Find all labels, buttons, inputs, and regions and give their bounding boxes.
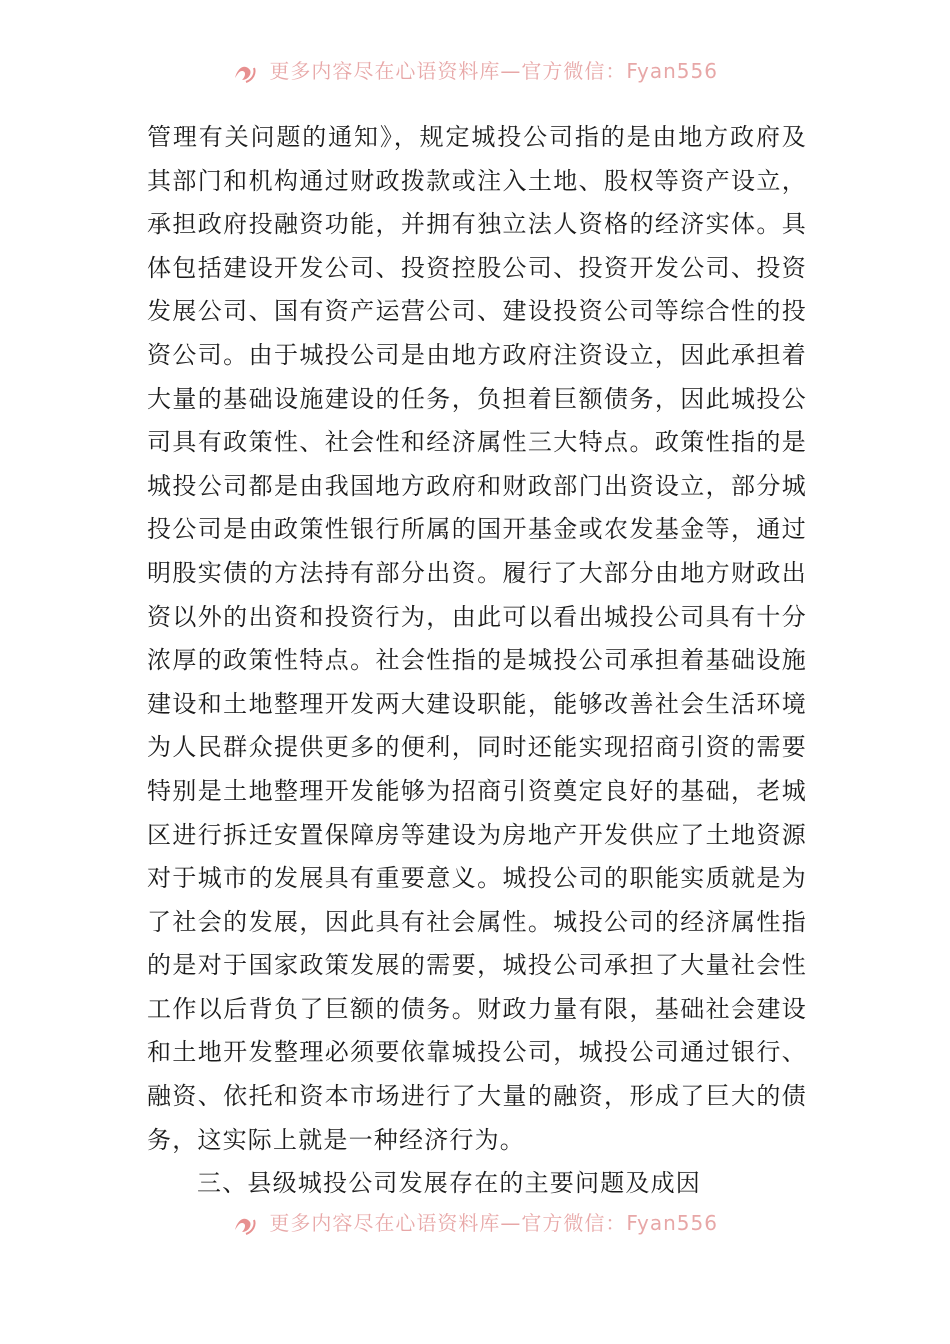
section-heading: 三、县级城投公司发展存在的主要问题及成因 bbox=[197, 1169, 701, 1198]
body-paragraph: 管理有关问题的通知》，规定城投公司指的是由地方政府及其部门和机构通过财政拨款或注入土地、股权等资产设立，承担政府投融资功能，并拥有独立法人资格的经济实体。具体包括建设开发公司、投资控股公司、投资开发公司、投资发展公司、国有资产运营公司、建设投资公司等综合性的投资公司。由于城投公司是由地方政府注资设立，因此承担着大量的基础设施建设的任务，负担着巨额债务，因此城投公司具有政策性、社会性和经济属性三大特点。政策性指的是城投公司都是由我国地方政府和财政部门出资设立，部分城投公司是由政策性银行所属的国开基金或农发基金等，通过明股实债的方法持有部分出资。履行了大部分由地方财政出资以外的出资和投资行为，由此可以看出城投公司具有十分浓厚的政策性特点。社会性指的是城投公司承担着基础设施建设和土地整理开发两大建设职能，能够改善社会生活环境为人民群众提供更多的便利，同时还能实现招商引资的需要特别是土地整理开发能够为招商引资奠定良好的基础，老城区进行拆迁安置保障房等建设为房地产开发供应了土地资源对于城市的发展具有重要意义。城投公司的职能实质就是为了社会的发展，因此具有社会属性。城投公司的经济属性指的是对于国家政策发展的需要，城投公司承担了大量社会性工作以后背负了巨额的债务。财政力量有限，基础社会建设和土地开发整理必须要依靠城投公司，城投公司通过银行、融资、依托和资本市场进行了大量的融资，形成了巨大的债务，这实际上就是一种经济行为。 bbox=[147, 123, 807, 1154]
logo-icon bbox=[232, 1214, 258, 1236]
watermark-text: 更多内容尽在心语资料库—官方微信：Fyan556 bbox=[269, 59, 718, 83]
document-body bbox=[147, 116, 807, 1206]
watermark-text: 更多内容尽在心语资料库—官方微信：Fyan556 bbox=[269, 1211, 718, 1235]
logo-icon bbox=[232, 62, 258, 84]
watermark-header bbox=[0, 56, 950, 86]
watermark-footer bbox=[0, 1208, 950, 1238]
